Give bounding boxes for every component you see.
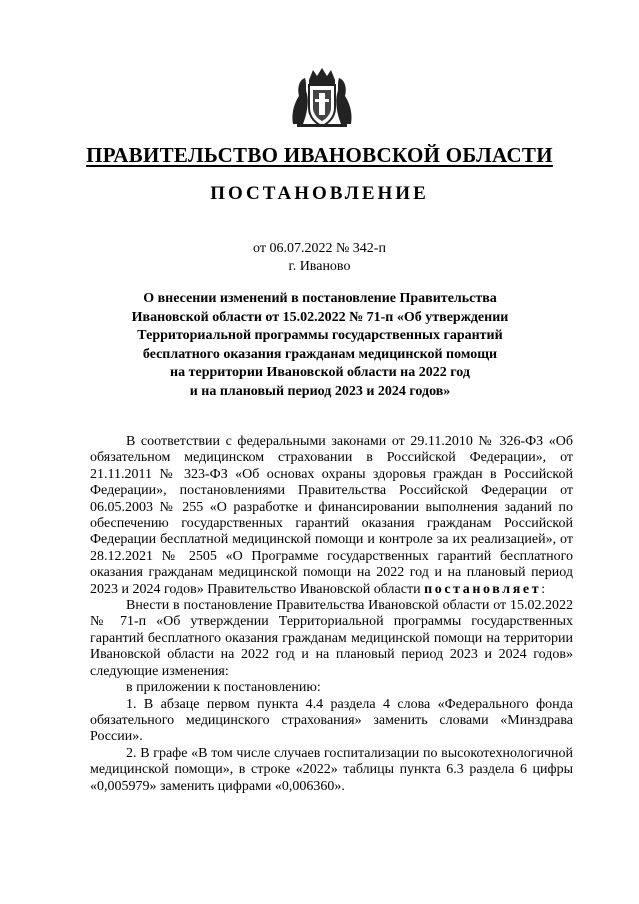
title-line: Территориальной программы государственных гарантий [137,328,503,344]
title-line: на территории Ивановской области на 2022 год [170,365,470,381]
document-type: ПОСТАНОВЛЕНИЕ [210,183,429,204]
place: г. Иваново [288,259,351,274]
intro-paragraph: Внести в постановление Правительства Ивановской области от 15.02.2022 № 71-п «Об утверждении Территориальной программы государственных гарантий бесплатного оказания гражданам медицинской помощи на территории Ивановской области на 2022 год и на плановый период 2023 и 2024 годов» следующие изменения: [90,598,573,679]
item-1-paragraph: 1. В абзаце первом пункта 4.4 раздела 4 слова «Федерального фонда обязательного медицинского страхования» заменить словами «Минздрава России». [90,696,573,745]
date-and-number-block [0,240,639,276]
issuing-authority: ПРАВИТЕЛЬСТВО ИВАНОВСКОЙ ОБЛАСТИ [86,143,553,167]
document-body [90,434,573,795]
decree-colon: : [541,581,546,597]
title-line: О внесении изменений в постановление Правительства [143,291,497,306]
preamble-paragraph [90,434,573,598]
preamble-text: В соответствии с федеральными законами от 29.11.2010 № 326-ФЗ «Об обязательном медицинском страховании в Российской Федерации», от 21.11.2011 № 323-ФЗ «Об основах охраны здоровья граждан в Российской Федерации», постановлениями Правительства Российской Федерации от 06.05.2003 № 255 «О разработке и финансировании выполнения заданий по обеспечению государственных гарантий оказания гражданам Российской Федерации бесплатной медицинской помощи и контроле за их реализацией», от 28.12.2021 № 2505 «О Программе государственных гарантий бесплатного оказания гражданам медицинской помощи на 2022 год и на плановый период 2023 и 2024 годов» Правительство Ивановской области [90,434,573,597]
date-and-number: от 06.07.2022 № 342-п [253,241,386,256]
item-2-paragraph: 2. В графе «В том числе случаев госпитализации по высокотехнологичной медицинской помощи», в строке «2022» таблицы пункта 6.3 раздела 6 цифры «0,005979» заменить цифрами «0,006360». [90,745,573,794]
title-line: бесплатного оказания гражданам медицинской помощи [142,346,498,362]
title-line: и на плановый период 2023 и 2024 годов» [189,383,451,399]
document-title [60,290,580,402]
annex-paragraph: в приложении к постановлению: [126,680,321,696]
coat-of-arms-emblem [289,66,355,130]
title-line: Ивановской области от 15.02.2022 № 71-п «Об утверждении [131,309,509,325]
decree-word: постановляет [424,581,542,597]
